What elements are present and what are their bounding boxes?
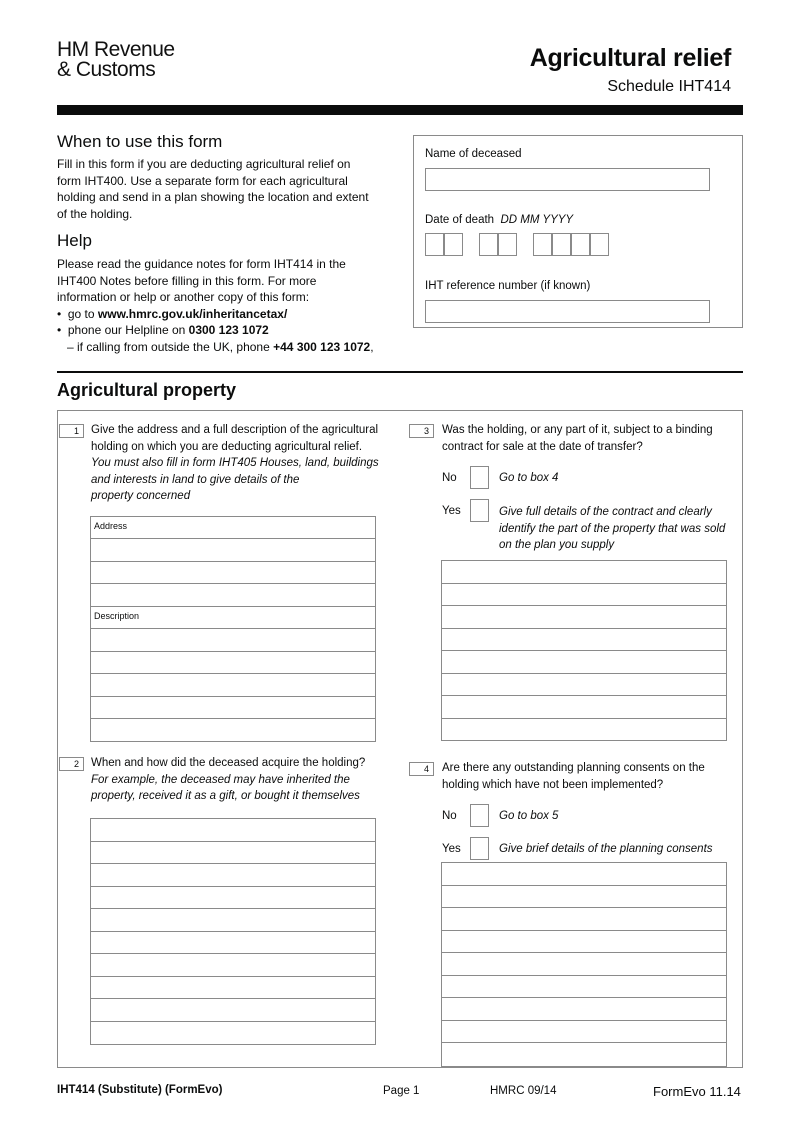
dod-year-digit[interactable] [533,233,552,256]
international-prefix: – if calling from outside the UK, phone [67,339,274,354]
answer-line[interactable] [442,1021,726,1043]
q1-line: Give the address and a full description of the agricultural [91,424,379,436]
answer-line[interactable] [91,999,375,1022]
answer-line[interactable] [91,932,375,954]
answer-line[interactable] [91,719,375,741]
q1-italic-line: and interests in land to give details of the [91,473,300,486]
q3-yes-hint-line: on the plan you supply [499,539,615,551]
q4-yes-hint: Give brief details of the planning consents [499,843,713,855]
answer-line[interactable] [91,909,375,932]
answer-line[interactable] [91,697,375,719]
q3-line: contract for sale at the date of transfer? [442,440,643,453]
answer-line[interactable] [91,562,375,584]
q4-no-checkbox[interactable] [470,804,489,827]
answer-line[interactable] [91,819,375,842]
answer-line[interactable] [91,539,375,562]
q3-yes-hint [499,504,739,554]
when-line: holding and send in a plan showing the location and extent [57,190,369,204]
answer-line[interactable] [91,864,375,887]
answer-line[interactable] [442,674,726,696]
answer-line[interactable] [91,954,375,977]
answer-line[interactable] [442,931,726,953]
bullet-website: • go to www.hmrc.gov.uk/inheritancetax/ [57,306,288,321]
logo-line-2: & Customs [57,58,156,81]
answer-line[interactable] [91,517,375,539]
answer-line[interactable] [442,584,726,606]
bullet-international [57,339,402,356]
q4-text [442,760,737,793]
q4-answer-box[interactable] [441,862,727,1067]
answer-line[interactable] [442,696,726,719]
q2-italic-line: property, received it as a gift, or bought it themselves [91,790,360,802]
iht-reference-field[interactable] [425,300,710,323]
answer-line[interactable] [91,887,375,909]
answer-line[interactable] [442,953,726,976]
q4-no-label: No [442,810,457,822]
q3-answer-box[interactable] [441,560,727,741]
q2-line: When and how did the deceased acquire the holding? [91,757,366,769]
q2-text [91,755,391,805]
section-divider [57,371,743,373]
footer-version: HMRC 09/14 [490,1085,557,1097]
answer-line[interactable] [91,1022,375,1044]
answer-line[interactable] [442,976,726,998]
q4-yes-checkbox[interactable] [470,837,489,860]
dod-format: DD MM YYYY [500,214,574,226]
q1-text [91,422,391,505]
help-line: IHT400 Notes before filling in this form. For more [57,273,317,288]
q3-yes-label: Yes [442,505,461,517]
iht-reference-label: IHT reference number (if known) [425,280,591,292]
answer-line[interactable] [91,584,375,607]
name-of-deceased-label: Name of deceased [425,148,522,160]
when-line: Fill in this form if you are deducting agricultural relief on [57,157,351,171]
answer-line[interactable] [91,607,375,629]
dod-year-digit[interactable] [571,233,590,256]
dod-month-digit[interactable] [479,233,498,256]
answer-line[interactable] [91,629,375,652]
answer-line[interactable] [91,674,375,697]
q4-yes-label: Yes [442,843,461,855]
footer-form-id: IHT414 (Substitute) (FormEvo) [57,1084,223,1096]
bullet-helpline: • phone our Helpline on 0300 123 1072 [57,323,269,337]
answer-line[interactable] [442,908,726,931]
q3-text [442,422,737,455]
answer-line[interactable] [91,842,375,864]
answer-line[interactable] [442,651,726,674]
footer-page-number: Page 1 [383,1085,420,1097]
dod-year-digit[interactable] [590,233,609,256]
hmrc-logo [57,40,175,80]
dod-label-text: Date of death [425,214,495,226]
answer-line[interactable] [442,863,726,886]
q3-no-hint: Go to box 4 [499,472,559,484]
answer-line[interactable] [442,886,726,908]
dod-day-digit[interactable] [444,233,463,256]
q1-line: holding on which you are deducting agricultural relief. [91,440,363,453]
dod-year-digit[interactable] [552,233,571,256]
q4-line: Are there any outstanding planning consents on the [442,762,705,774]
q1-answer-box[interactable] [90,516,376,742]
answer-line[interactable] [442,629,726,651]
q3-yes-hint-line: Give full details of the contract and clearly [499,506,712,518]
footer-formevo: FormEvo 11.14 [653,1084,741,1099]
when-line: of the holding. [57,206,133,221]
date-of-death-label [425,214,573,226]
dod-month-digit[interactable] [498,233,517,256]
website-link[interactable]: www.hmrc.gov.uk/inheritancetax/ [97,306,288,321]
q3-no-label: No [442,472,457,484]
when-text [57,156,397,222]
question-number: 1 [59,424,84,438]
q2-answer-box[interactable] [90,818,376,1045]
answer-line[interactable] [91,652,375,674]
international-number: +44 300 123 1072 [273,339,371,354]
answer-line[interactable] [442,998,726,1021]
q3-yes-hint-line: identify the part of the property that was sold [499,522,726,535]
q3-line: Was the holding, or any part of it, subject to a binding [442,424,713,436]
answer-line[interactable] [91,977,375,999]
dod-day-digit[interactable] [425,233,444,256]
q3-yes-checkbox[interactable] [470,499,489,522]
name-of-deceased-field[interactable] [425,168,710,191]
form-subtitle: Schedule IHT414 [607,78,731,95]
address-label: Address [94,521,128,531]
question-number: 2 [59,757,84,771]
form-title: Agricultural relief [529,44,731,72]
when-line: form IHT400. Use a separate form for each agricultural [57,173,348,188]
question-number: 4 [409,762,434,776]
section-title: Agricultural property [57,380,237,400]
description-label: Description [94,611,140,621]
when-heading: When to use this form [57,132,223,151]
q2-italic-line: For example, the deceased may have inherited the [91,773,350,786]
q4-line: holding which have not been implemented? [442,778,664,791]
answer-line[interactable] [442,1043,726,1066]
bullet-website-prefix: go to [67,306,98,321]
question-number: 3 [409,424,434,438]
help-text [57,256,402,355]
logo-line-1: HM Revenue [57,38,175,61]
q1-italic-line: property concerned [91,490,191,502]
answer-line[interactable] [442,719,726,740]
deceased-details-box [413,135,743,328]
international-suffix: , [370,339,374,354]
help-heading: Help [57,231,92,250]
answer-line[interactable] [442,606,726,629]
header-divider [57,105,743,115]
q3-no-checkbox[interactable] [470,466,489,489]
help-line: Please read the guidance notes for form IHT414 in the [57,257,346,271]
q4-no-hint: Go to box 5 [499,810,559,822]
helpline-number: 0300 123 1072 [188,323,269,337]
help-line: information or help or another copy of this form: [57,290,310,304]
bullet-helpline-prefix: phone our Helpline on [67,323,189,337]
answer-line[interactable] [442,561,726,584]
date-of-death-field [425,233,609,261]
q1-italic-line: You must also fill in form IHT405 Houses, land, buildings [91,457,379,469]
